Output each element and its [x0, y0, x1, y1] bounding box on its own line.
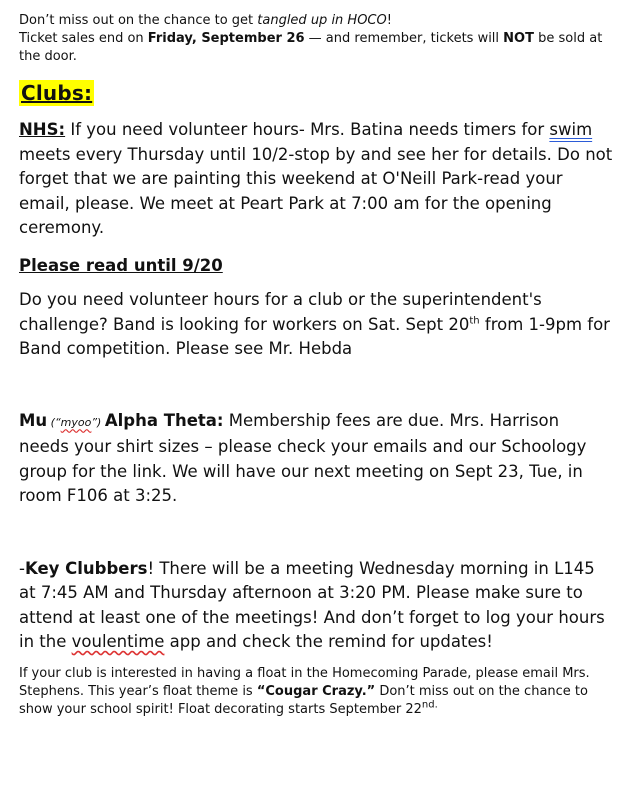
intro-text: Don’t miss out on the chance to get: [19, 13, 258, 28]
float-theme: “Cougar Crazy.”: [256, 683, 376, 699]
nhs-paragraph: NHS: If you need volunteer hours- Mrs. Batina needs timers for swim meets every Thursday until 10/2-stop by and see her for details. Do not forget that we are painting this weekend at O'Neill Park-read your email, please. We meet at Peart Park at 7:00 am for the opening ceremony.: [19, 120, 613, 237]
alpha-theta-label: Alpha Theta:: [104, 410, 224, 430]
float-paragraph: If your club is interested in having a float in the Homecoming Parade, please email Mrs. Stephens. This year’s float theme is “Cougar Crazy.” Don’t miss out on the chance to show your school spirit! Float decorating starts September $22^{nd.}$: [19, 665, 590, 717]
hoco-intro: Don’t miss out on the chance to get tangled up in HOCO! Ticket sales end on Friday, September 26 — and remember, tickets will NOT be sold at the door.: [19, 13, 603, 64]
intro-emphasis: tangled up in HOCO: [257, 13, 387, 28]
band-paragraph: Do you need volunteer hours for a club or the superintendent's challenge? Band is looking for workers on Sat. Sept 20th from 1-9pm for Band competition. Please see Mr. Hebda: [19, 290, 610, 358]
read-until-heading: Please read until 9/20: [19, 255, 223, 275]
voulentime-word: voulentime: [71, 632, 165, 651]
ticket-deadline: Friday, September 26: [147, 31, 305, 46]
key-clubbers-label: Key Clubbers: [24, 558, 148, 578]
clubs-heading: Clubs:: [21, 81, 93, 105]
key-club-paragraph: -Key Clubbers! There will be a meeting Wednesday morning in L145 at 7:45 AM and Thursday afternoon at 3:20 PM. Please make sure to attend at least one of the meetings! And don’t forget to log your hours in the voulentime app and check the remind for updates!: [19, 558, 605, 651]
superscript-nd: nd.: [421, 699, 438, 711]
clubs-heading-wrap: [19, 80, 613, 106]
superscript-th: th: [469, 315, 480, 326]
document-page: [19, 12, 613, 719]
pronunciation-word: myoo: [60, 415, 92, 429]
mu-alpha-theta-paragraph: Mu (“myoo”) Alpha Theta: Membership fees are due. Mrs. Harrison needs your shirt sizes – please check your emails and our Schoology group for the link. We will have our next meeting on Sept 23, Tue, in room F106 at 3:25.: [19, 410, 587, 505]
swim-word: swim: [549, 120, 593, 139]
not-emphasis: NOT: [503, 31, 534, 46]
mu-label: Mu: [19, 410, 48, 430]
nhs-label: NHS:: [19, 120, 66, 139]
